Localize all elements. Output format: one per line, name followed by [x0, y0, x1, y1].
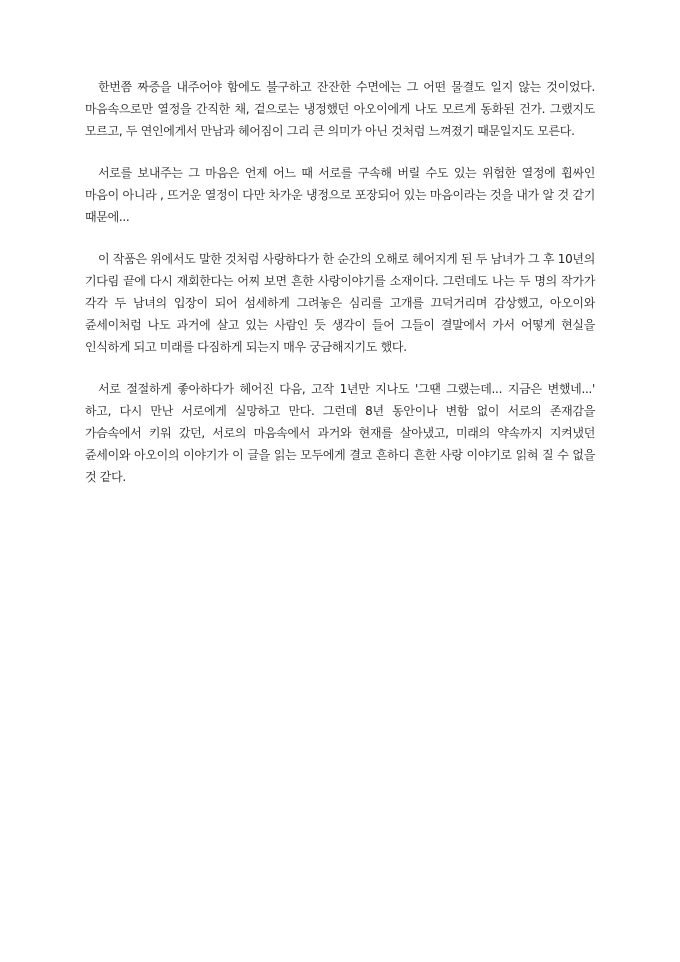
paragraph-1: 한번쯤 짜증을 내주어야 함에도 불구하고 잔잔한 수면에는 그 어떤 물결도 일지 않는 것이었다. 마음속으로만 열정을 간직한 채, 겉으로는 냉정했던 아오이에게 나도 모르게 동화된 건가. 그랬지도 모르고, 두 연인에게서 만남과 헤어짐이 그리 큰 의미가 아닌 것처럼 느껴졌기 때문일지도 모른다. [85, 80, 595, 138]
paragraph-4: 서로 절절하게 좋아하다가 헤어진 다음, 고작 1년만 지나도 '그땐 그랬는데... 지금은 변했네...' 하고, 다시 만난 서로에게 실망하고 만다. 그런데 8년 동안이나 변함 없이 서로의 존재감을 가슴속에서 키워 갔던, 서로의 마음속에서 과거와 현재를 살아냈고, 미래의 약속까지 지켜냈던 쥰세이와 아오이의 이야기가 이 글을 읽는 모두에게 결코 흔하디 흔한 사랑 이야기로 읽혀 질 수 없을 것 같다. [85, 382, 595, 484]
paragraph-3: 이 작품은 위에서도 말한 것처럼 사랑하다가 한 순간의 오해로 헤어지게 된 두 남녀가 그 후 10년의 기다림 끝에 다시 재회한다는 어찌 보면 흔한 사랑이야기를 소재이다. 그런데도 나는 두 명의 작가가 각각 두 남녀의 입장이 되어 섬세하게 그려놓은 심리를 고개를 끄덕거리며 감상했고, 아오이와 쥰세이처럼 나도 과거에 살고 있는 사람인 듯 생각이 들어 그들이 결말에서 가서 어떻게 현실을 인식하게 되고 미래를 다짐하게 되는지 매우 궁금해지기도 했다. [85, 252, 595, 354]
paragraph-2: 서로를 보내주는 그 마음은 언제 어느 때 서로를 구속해 버릴 수도 있는 위험한 열정에 휩싸인 마음이 아니라 , 뜨거운 열정이 다만 차가운 냉정으로 포장되어 있는 마음이라는 것을 내가 알 것 같기 때문에... [85, 166, 595, 224]
body-text [85, 76, 595, 508]
